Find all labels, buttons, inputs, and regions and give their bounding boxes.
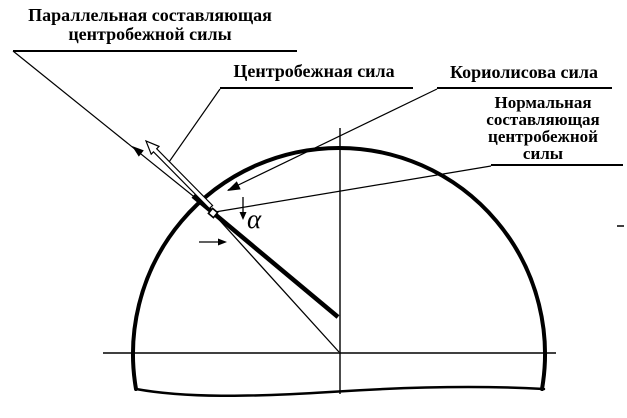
radius-line bbox=[213, 213, 339, 352]
label-centrifugal-force bbox=[214, 62, 414, 81]
label-centrifugal-force-text: Центробежная сила bbox=[233, 61, 395, 81]
centrifugal-leader-line bbox=[169, 89, 220, 162]
label-parallel-component-line1: Параллельная составляющая bbox=[28, 5, 272, 25]
angle-alpha-label: α bbox=[247, 204, 262, 234]
label-parallel-component bbox=[2, 6, 298, 44]
parallel-force-leader-line bbox=[13, 51, 213, 212]
label-normal-component-line4: силы bbox=[522, 144, 564, 163]
label-normal-component-line2: составляющая bbox=[486, 110, 600, 129]
label-normal-component bbox=[459, 94, 627, 162]
label-parallel-component-line2: центробежной силы bbox=[68, 24, 232, 44]
label-coriolis-force-text: Кориолисова сила bbox=[450, 62, 598, 82]
centrifugal-force-hollow-arrow-icon bbox=[146, 141, 213, 209]
label-coriolis-force bbox=[433, 63, 615, 82]
angle-right-arrowhead-icon bbox=[218, 239, 227, 246]
angle-down-arrowhead-icon bbox=[240, 212, 247, 220]
coriolis-leader-line bbox=[228, 89, 437, 190]
coriolis-arrowhead-icon bbox=[227, 181, 241, 191]
label-normal-component-line3: центробежной bbox=[488, 127, 598, 146]
label-normal-component-line1: Нормальная bbox=[494, 93, 592, 112]
